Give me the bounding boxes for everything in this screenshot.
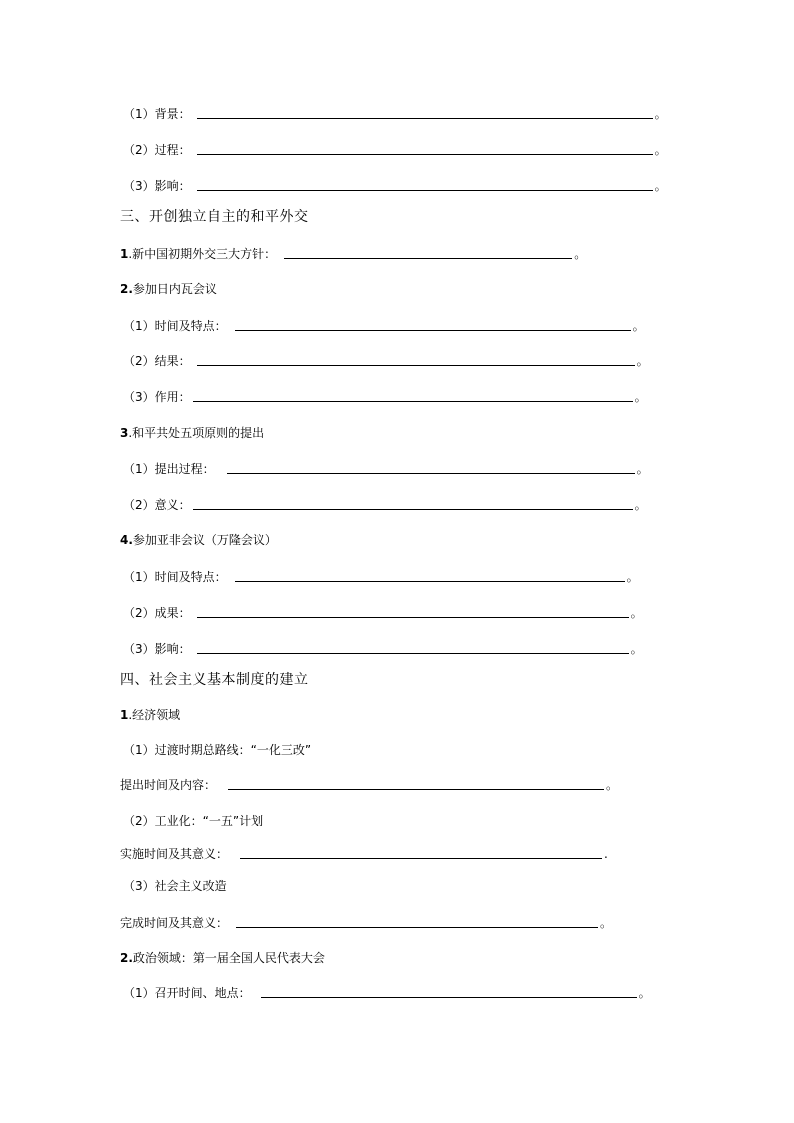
answer-blank[interactable]	[197, 190, 653, 191]
section-heading-4: 四、社会主义基本制度的建立	[120, 672, 309, 688]
fill-line: （3）作用： 。	[123, 390, 647, 404]
fill-line: （3）影响： 。	[123, 642, 643, 656]
fill-line: （2）成果： 。	[123, 606, 643, 620]
fill-line: （2）结果： 。	[123, 354, 649, 368]
answer-blank[interactable]	[193, 509, 633, 510]
subsection-label: 1.新中国初期外交三大方针：	[120, 247, 277, 261]
answer-blank[interactable]	[197, 154, 653, 155]
subsection-heading-economy: 1.经济领域	[120, 708, 181, 722]
answer-blank[interactable]	[240, 858, 602, 859]
fill-line: 提出时间及内容： 。	[120, 778, 619, 792]
fill-label: （2）过程：	[123, 143, 191, 157]
subsection-heading-politics: 2.政治领域：第一届全国人民代表大会	[120, 951, 325, 965]
fill-line: （1）时间及特点： 。	[123, 319, 645, 333]
section-heading-3: 三、开创独立自主的和平外交	[120, 209, 309, 225]
fill-line: （1）时间及特点： 。	[123, 570, 639, 584]
answer-blank[interactable]	[236, 927, 598, 928]
subsection-heading-3: 3.和平共处五项原则的提出	[120, 426, 265, 440]
paragraph-transition-line: （1）过渡时期总路线：“一化三改”	[123, 743, 312, 757]
fill-line: （1）召开时间、地点： 。	[123, 986, 651, 1000]
paragraph-five-year-plan: （2）工业化：“一五”计划	[123, 814, 264, 828]
subsection-heading-2: 2.参加日内瓦会议	[120, 282, 217, 296]
fill-line: （2）意义： 。	[123, 498, 647, 512]
answer-blank[interactable]	[197, 653, 629, 654]
fill-label: （1）背景：	[123, 107, 191, 121]
answer-blank[interactable]	[197, 617, 629, 618]
fill-line-process: （2）过程： 。	[123, 143, 667, 157]
answer-blank[interactable]	[284, 258, 572, 259]
fill-line-background: （1）背景： 。	[123, 107, 667, 121]
fill-line-impact: （3）影响： 。	[123, 179, 667, 193]
answer-blank[interactable]	[193, 401, 633, 402]
fill-line: （1）提出过程： 。	[123, 462, 649, 476]
answer-blank[interactable]	[227, 473, 635, 474]
answer-blank[interactable]	[235, 330, 631, 331]
answer-blank[interactable]	[235, 581, 625, 582]
paragraph-socialist-transformation: （3）社会主义改造	[123, 879, 227, 893]
subsection-1-fill: 1.新中国初期外交三大方针： 。	[120, 247, 587, 261]
fill-label: （3）影响：	[123, 179, 191, 193]
subsection-heading-4: 4.参加亚非会议（万隆会议）	[120, 533, 277, 547]
answer-blank[interactable]	[261, 997, 637, 998]
answer-blank[interactable]	[197, 365, 635, 366]
answer-blank[interactable]	[197, 118, 653, 119]
fill-line: 完成时间及其意义： 。	[120, 916, 613, 930]
fill-line: 实施时间及其意义： .	[120, 847, 608, 861]
answer-blank[interactable]	[228, 789, 604, 790]
